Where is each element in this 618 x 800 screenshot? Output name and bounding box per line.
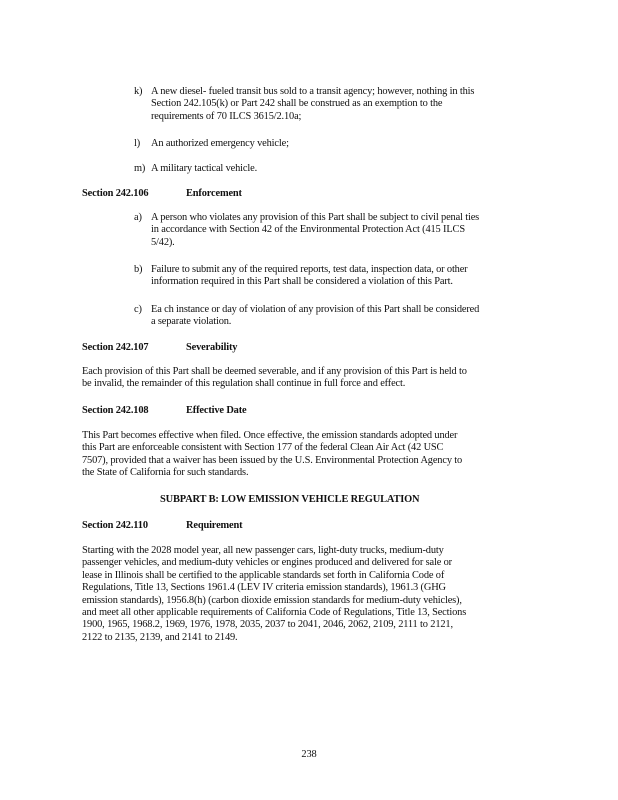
text-line: this Part are enforceable consistent with Section 177 of the federal Clean Air Act (42 USC bbox=[82, 442, 444, 454]
text-line: 1900, 1965, 1968.2, 1969, 1976, 1978, 2035, 2037 to 2041, 2046, 2062, 2109, 2111 to 2121, bbox=[82, 619, 453, 631]
text-line: Starting with the 2028 model year, all new passenger cars, light-duty trucks, medium-duty bbox=[82, 545, 444, 556]
text-line: 2122 to 2135, 2139, and 2141 to 2149. bbox=[82, 631, 238, 643]
list-item-label: b) bbox=[134, 264, 143, 275]
section-title: Enforcement bbox=[186, 188, 242, 199]
text-line: the State of California for such standards. bbox=[82, 467, 249, 479]
text-line: and meet all other applicable requirements of California Code of Regulations, Title 13, Sections bbox=[82, 607, 467, 619]
text-line: 7507), provided that a waiver has been issued by the U.S. Environmental Protection Agency to bbox=[82, 454, 463, 466]
section-title: Effective Date bbox=[186, 405, 247, 416]
subpart-heading: SUBPART B: LOW EMISSION VEHICLE REGULATION bbox=[160, 494, 420, 505]
severability-paragraph bbox=[82, 366, 532, 391]
list-item-text bbox=[151, 304, 531, 329]
section-number: Section 242.107 bbox=[82, 342, 149, 353]
list-item-label: m) bbox=[134, 163, 146, 174]
text-line: passenger vehicles, and medium-duty vehicles or engines produced and delivered for sale or bbox=[82, 557, 452, 569]
text-line: Regulations, Title 13, Sections 1961.4 (LEV IV criteria emission standards), 1961.3 (GHG bbox=[82, 582, 446, 594]
text-line: information required in this Part shall be considered a violation of this Part. bbox=[151, 276, 453, 288]
section-number: Section 242.106 bbox=[82, 188, 149, 199]
text-line: in accordance with Section 42 of the Environmental Protection Act (415 ILCS bbox=[151, 224, 465, 236]
list-item-text bbox=[151, 264, 531, 289]
section-title: Severability bbox=[186, 342, 238, 353]
text-line: Failure to submit any of the required reports, test data, inspection data, or other bbox=[151, 264, 468, 275]
text-line: A new diesel- fueled transit bus sold to a transit agency; however, nothing in this bbox=[151, 86, 475, 97]
list-item-label: k) bbox=[134, 86, 143, 97]
list-item-text bbox=[151, 138, 531, 150]
list-item-label: a) bbox=[134, 212, 142, 223]
text-line: 5/42). bbox=[151, 236, 175, 248]
text-line: requirements of 70 ILCS 3615/2.10a; bbox=[151, 110, 302, 122]
text-line: A person who violates any provision of this Part shall be subject to civil penal ties bbox=[151, 212, 480, 223]
text-line: A military tactical vehicle. bbox=[151, 163, 258, 174]
list-item-label: c) bbox=[134, 304, 142, 315]
page-number: 238 bbox=[301, 749, 317, 760]
requirement-paragraph bbox=[82, 545, 532, 644]
text-line: a separate violation. bbox=[151, 316, 232, 328]
section-title: Requirement bbox=[186, 520, 243, 531]
section-number: Section 242.108 bbox=[82, 405, 149, 416]
list-item-text bbox=[151, 163, 531, 175]
effective-date-paragraph bbox=[82, 430, 532, 480]
section-number: Section 242.110 bbox=[82, 520, 148, 531]
text-line: This Part becomes effective when filed. Once effective, the emission standards adopted under bbox=[82, 430, 458, 441]
text-line: Section 242.105(k) or Part 242 shall be construed as an exemption to the bbox=[151, 98, 443, 110]
text-line: Ea ch instance or day of violation of any provision of this Part shall be considered bbox=[151, 304, 480, 315]
text-line: Each provision of this Part shall be deemed severable, and if any provision of this Part is held to bbox=[82, 366, 467, 377]
text-line: An authorized emergency vehicle; bbox=[151, 138, 289, 149]
text-line: be invalid, the remainder of this regulation shall continue in full force and effect. bbox=[82, 378, 406, 390]
list-item-text bbox=[151, 212, 531, 249]
text-line: lease in Illinois shall be certified to the applicable standards set forth in California Code of bbox=[82, 569, 445, 581]
text-line: emission standards), 1956.8(h) (carbon dioxide emission standards for medium-duty vehicles), bbox=[82, 594, 462, 606]
list-item-label: l) bbox=[134, 138, 141, 149]
list-item-text bbox=[151, 86, 531, 123]
